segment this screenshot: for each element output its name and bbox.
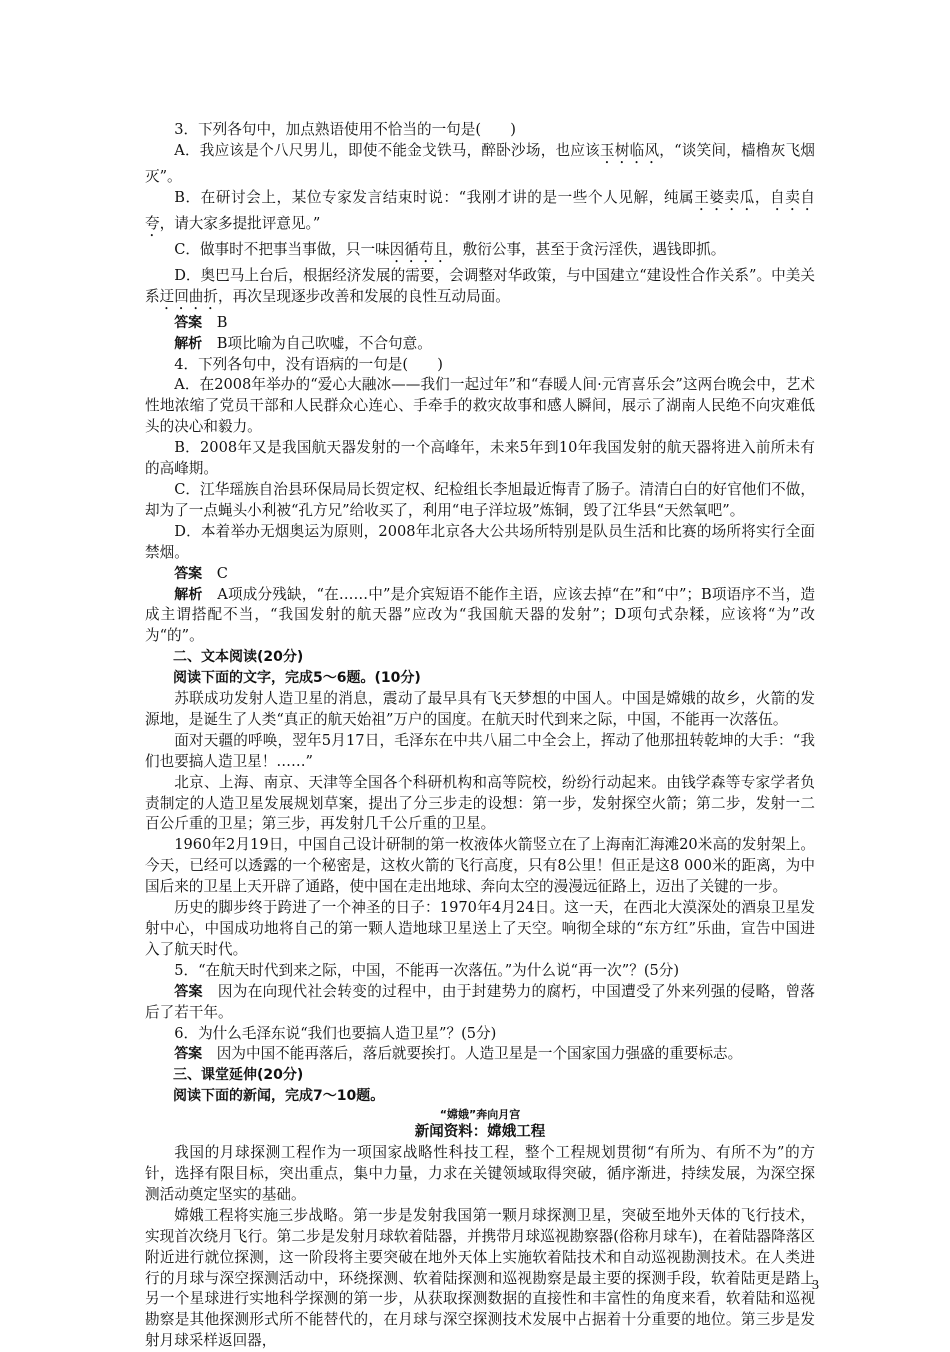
q3-b-dotted-idiom: 王婆卖瓜，自卖自夸 [145,188,815,232]
document-page [145,120,815,1352]
answer-label: 答案 [174,1046,203,1063]
q3-option-b: B．在研讨会上，某位专家发言结束时说：“我刚才讲的是一些个人见解，纯属王婆卖瓜，自卖自夸，请大家多提批评意见。” [145,188,815,232]
q3-answer: 答案 B [174,313,228,331]
passage-paragraph: 面对天疆的呼唤，翌年5月17日，毛泽东在中共八届二中全会上，挥动了他那扭转乾坤的大手：“我们也要搞人造卫星！……” [145,731,815,770]
q3-d-dotted-idiom: 迂回曲折 [159,287,218,305]
q5-answer: 答案 因为在向现代社会转变的过程中，由于封建势力的腐朽，中国遭受了外来列强的侵略，曾落后了若干年。 [145,982,815,1021]
q4-option-b: B．2008年又是我国航天器发射的一个高峰年，未来5年到10年我国发射的航天器将进入前所未有的高峰期。 [145,439,815,478]
q3-option-d: D．奥巴马上台后，根据经济发展的需要，会调整对华政策，与中国建立“建设性合作关系”。中美关系迂回曲折，再次呈现逐步改善和发展的良性互动局面。 [145,266,815,305]
q4-option-d: D．本着举办无烟奥运为原则，2008年北京各大公共场所特别是队员生活和比赛的场所将实行全面禁烟。 [145,522,815,561]
passage-paragraph: 1960年2月19日，中国自己设计研制的第一枚液体火箭竖立在了上海南汇海滩20米高的发射架上。今天，已经可以透露的一个秘密是，这枚火箭的飞行高度，只有8公里！但正是这8 000米的距离，为中国后来的卫星上天开辟了通路，使中国在走出地球、奔向太空的漫漫远征路上，迈出了关键的一步。 [145,836,815,896]
passage-paragraph: 苏联成功发射人造卫星的消息，震动了最早具有飞天梦想的中国人。中国是嫦娥的故乡，火箭的发源地，是诞生了人类“真正的航天始祖”万户的国度。在航天时代到来之际，中国，不能再一次落伍。 [145,690,815,728]
news-paragraph: 嫦娥工程将实施三步战略。第一步是发射我国第一颗月球探测卫星，突破至地外天体的飞行技术，实现首次绕月飞行。第二步是发射月球软着陆器，并携带月球巡视勘察器(俗称月球车)，在着陆器降落区附近进行就位探测，这一阶段将主要突破在地外天体上实施软着陆技术和自动巡视勘测技术。在人类进行的月球与深空探测活动中，环绕探测、软着陆探测和巡视勘察是最主要的探测手段，软着陆更是踏上另一个星球进行实地科学探测的第一步，从获取探测数据的直接性和丰富性的角度来看，软着陆和巡视勘察是其他探测形式所不能替代的，在月球与深空探测技术发展中占据着十分重要的地位。第三步是发射月球采样返回器， [145,1206,815,1350]
news-paragraph: 我国的月球探测工程作为一项国家战略性科技工程，整个工程规划贯彻“有所为、有所不为”的方针，选择有限目标，突出重点，集中力量，力求在关键领域取得突破，循序渐进，持续发展，为深空探测活动奠定坚实的基础。 [145,1144,815,1203]
q5-stem: 5．“在航天时代到来之际，中国，不能再一次落伍。”为什么说“再一次”？(5分) [174,961,680,979]
news-subtitle: “嫦娥”奔向月宫 [439,1108,521,1122]
page-number: 3 [812,1278,819,1293]
passage-paragraph: 历史的脚步终于跨进了一个神圣的日子：1970年4月24日。这一天，在西北大漠深处的酒泉卫星发射中心，中国成功地将自己的第一颗人造地球卫星送上了天空。响彻全球的“东方红”乐曲，宣告中国进入了航天时代。 [145,899,815,958]
passage-paragraph: 北京、上海、南京、天津等全国各个科研机构和高等院校，纷纷行动起来。由钱学森等专家学者负责制定的人造卫星发展规划草案，提出了分三步走的设想：第一步，发射探空火箭；第二步，发射一二百公斤重的卫星；第三步，再发射几千公斤重的卫星。 [145,773,815,833]
section-2-heading: 二、文本阅读(20分) [173,649,304,666]
section-2-instruction: 阅读下面的文字，完成5～6题。(10分) [173,670,421,687]
q3-c-dotted-idiom: 因循苟且 [389,240,449,258]
q3-analysis: 解析 B项比喻为自己吹嘘，不合句意。 [174,334,432,352]
q3-option-a: A．我应该是个八尺男儿，即使不能金戈铁马，醉卧沙场，也应该玉树临风，“谈笑间，樯橹灰飞烟灭”。 [145,141,815,185]
q4-option-a: A．在2008年举办的“爱心大融冰——我们一起过年”和“春暖人间·元宵喜乐会”这两台晚会中，艺术性地浓缩了党员干部和人民群众心连心、手牵手的救灾故事和感人瞬间，展示了湖南人民绝不向灾难低头的决心和毅力。 [145,376,815,436]
news-title: 新闻资料：嫦娥工程 [414,1124,546,1141]
q6-answer: 答案 因为中国不能再落后，落后就要挨打。人造卫星是一个国家国力强盛的重要标志。 [174,1045,743,1063]
q6-stem: 6．为什么毛泽东说“我们也要搞人造卫星”？(5分) [174,1024,497,1042]
analysis-label: 解析 [174,335,203,352]
q4-option-c: C．江华瑶族自治县环保局局长贺定权、纪检组长李旭最近悔青了肠子。清清白白的好官他们不做，却为了一点蝇头小利被“孔方兄”给收买了，利用“电子洋垃圾”炼铜，毁了江华县“天然氧吧”。 [145,480,815,519]
q3-option-c: C．做事时不把事当事做，只一味因循苟且，敷衍公事，甚至于贪污淫佚，遇钱即抓。 [174,240,726,258]
q4-analysis: 解析 A项成分残缺，“在……中”是介宾短语不能作主语，应该去掉“在”和“中”；B项语序不当，造成主谓搭配不当，“我国发射的航天器”应改为“我国航天器的发射”；D项句式杂糅，应该将“为”改为“的”。 [145,585,816,645]
q3-a-dotted-idiom: 玉树临风 [600,141,660,159]
q4-stem: 4．下列各句中，没有语病的一句是( ) [174,355,443,373]
analysis-label: 解析 [174,586,203,603]
answer-label: 答案 [174,983,203,1000]
q4-answer: 答案 C [174,564,228,582]
answer-label: 答案 [174,565,203,582]
section-3-heading: 三、课堂延伸(20分) [173,1067,304,1084]
answer-label: 答案 [174,314,203,331]
q3-stem: 3．下列各句中，加点熟语使用不恰当的一句是( ) [174,121,516,138]
section-3-instruction: 阅读下面的新闻，完成7～10题。 [173,1088,385,1105]
